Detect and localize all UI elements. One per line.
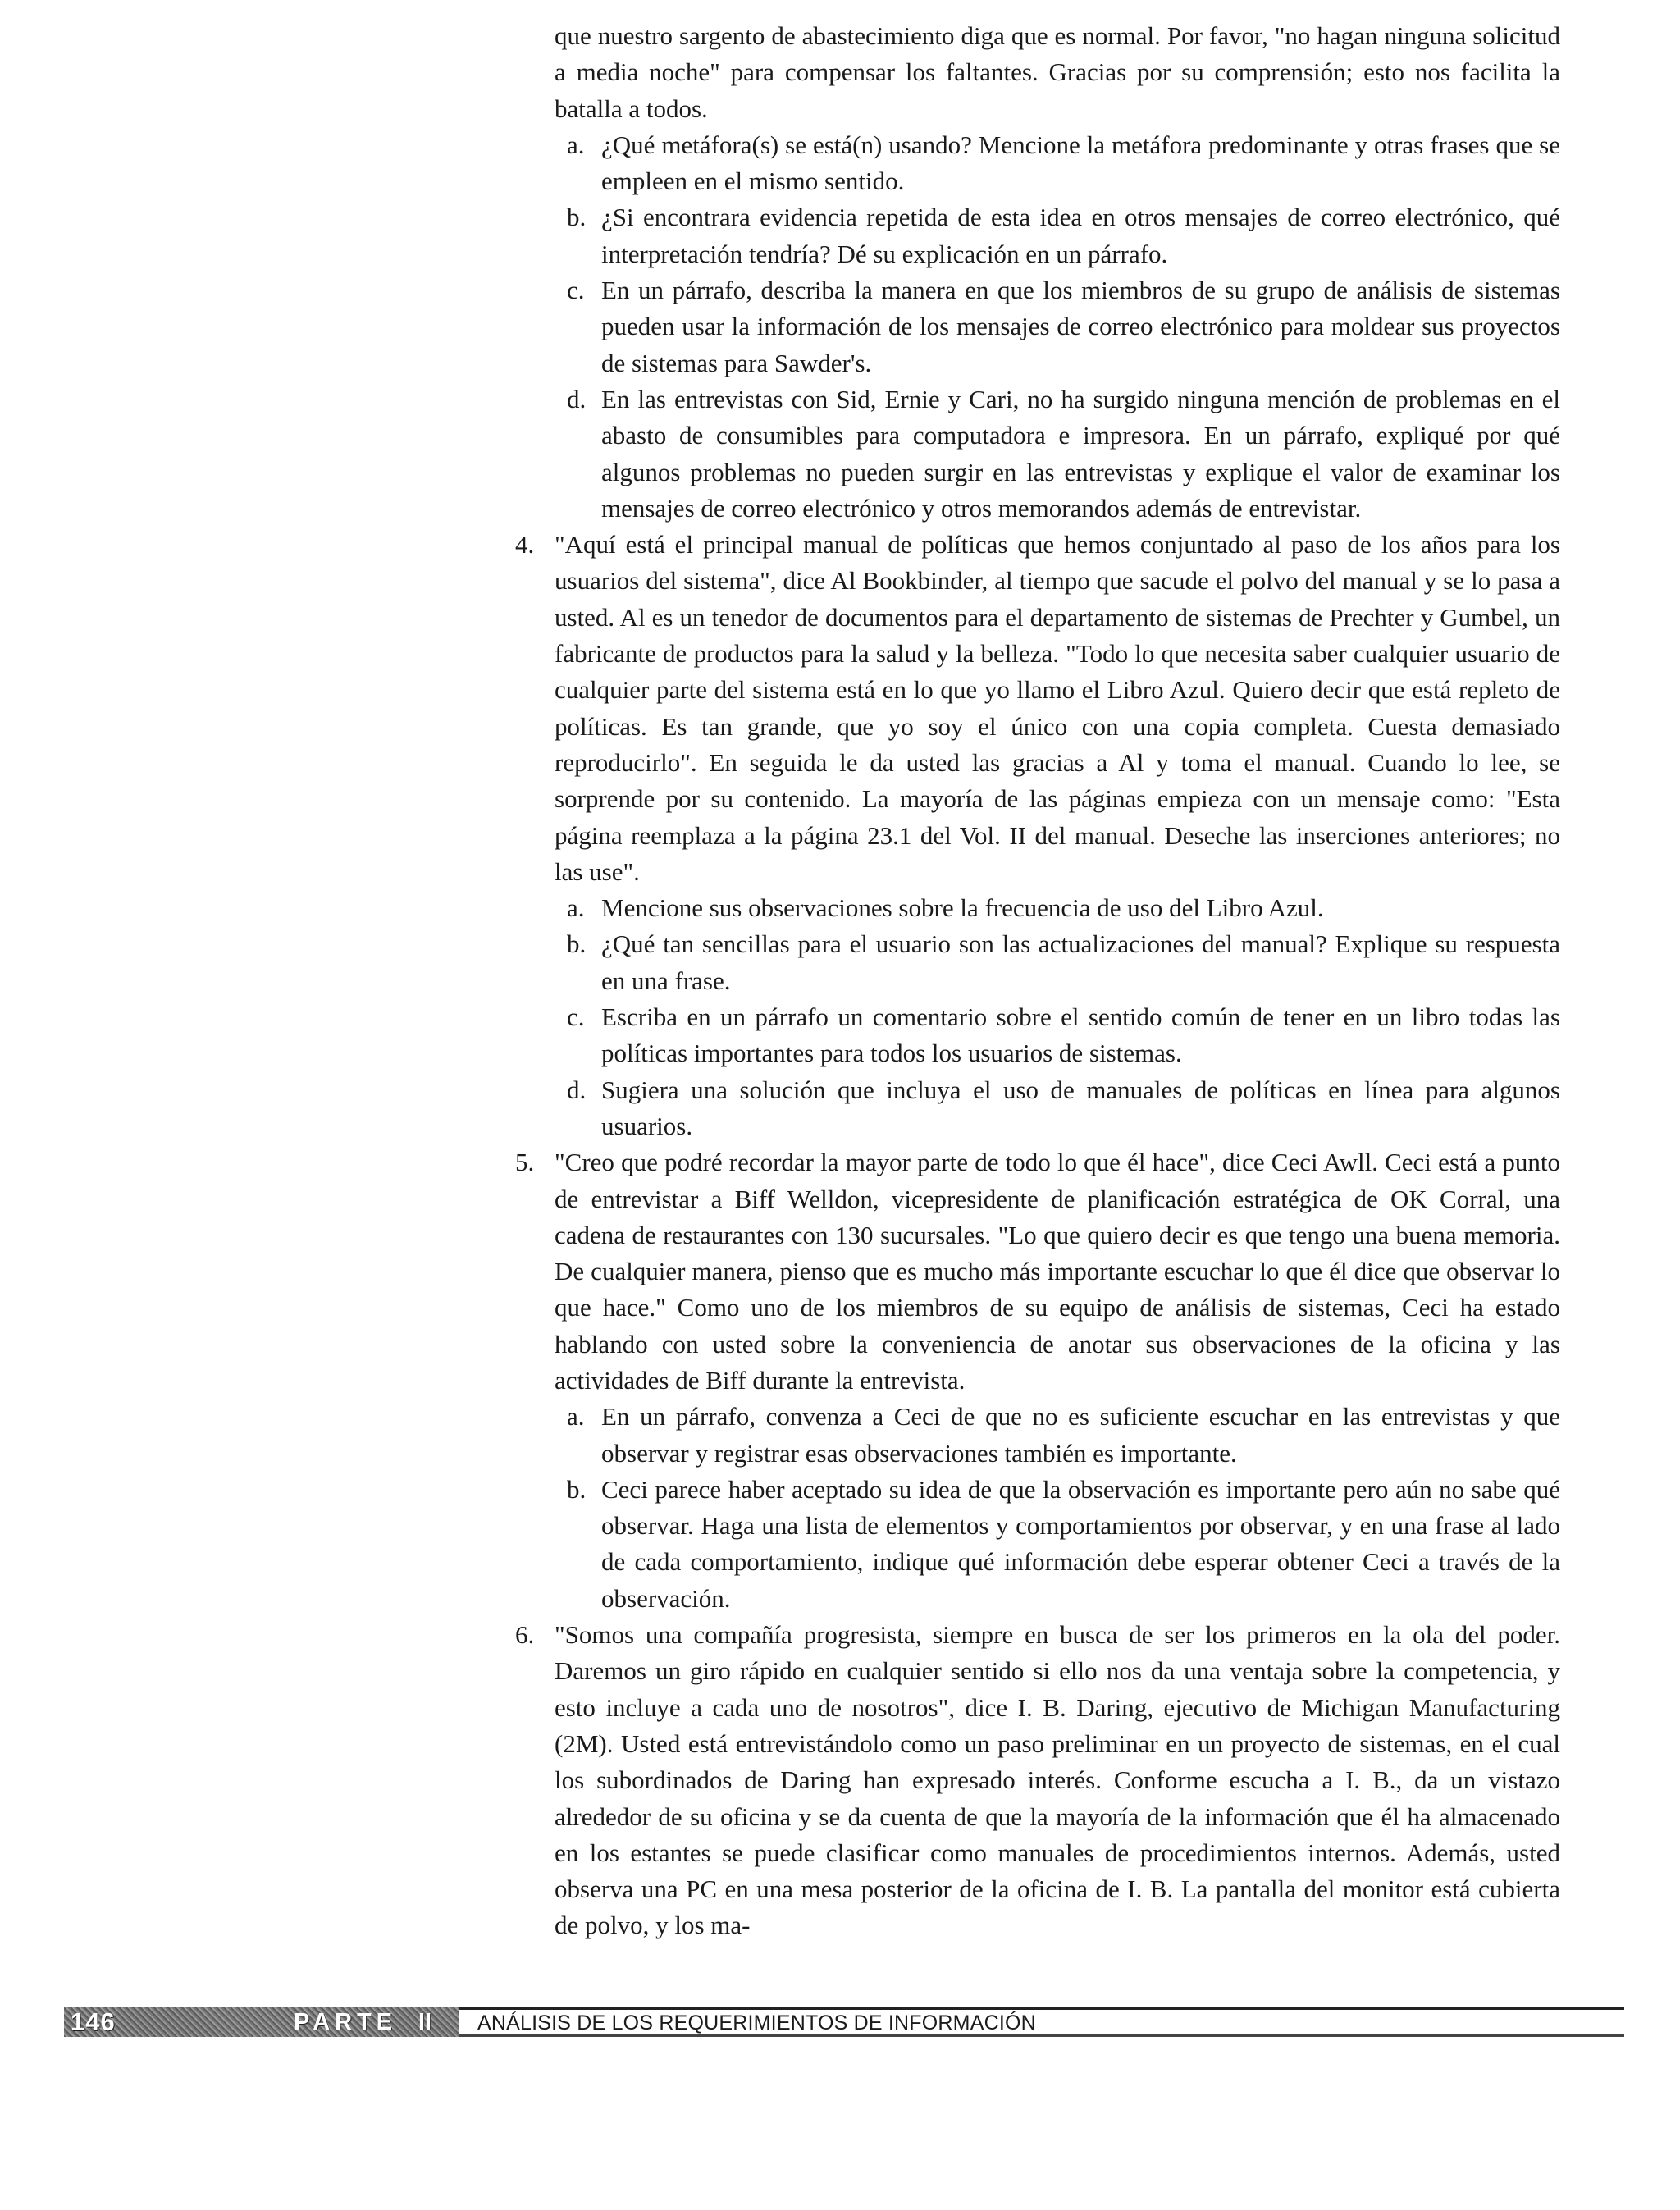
question-5a — [567, 1399, 1560, 1472]
question-3a — [567, 127, 1560, 200]
sub-text: En las entrevistas con Sid, Ernie y Cari, no ha surgido ninguna mención de problemas en el abasto de consumibles para computadora e impresora. En un párrafo, expliqué por qué algunos problemas no pueden surgir en las entrevistas y explique el valor de examinar los mensajes de correo electrónico y otros memorandos además de entrevistar. — [601, 384, 1560, 523]
item-text: "Creo que podré recordar la mayor parte de todo lo que él hace", dice Ceci Awll. Ceci está a punto de entrevistar a Biff Welldon, vicepresidente de planificación estratégica de OK Corral, una cadena de restaurantes con 130 sucursales. "Lo que quiero decir es que tengo una buena memoria. De cualquier manera, pienso que es mucho más importante escuchar lo que él dice que observar lo que hace." Como uno de los miembros de su equipo de análisis de sistemas, Ceci ha estado hablando con usted sobre la conveniencia de anotar sus observaciones de la oficina y las actividades de Biff durante la entrevista. — [555, 1148, 1560, 1395]
footer-folio-bar — [64, 2007, 459, 2037]
sub-text: Sugiera una solución que incluya el uso de manuales de políticas en línea para algunos usuarios. — [601, 1075, 1560, 1140]
page-number: 146 — [71, 2007, 116, 2036]
question-3d — [567, 381, 1560, 527]
sub-letter: a. — [567, 893, 585, 923]
sub-letter: d. — [567, 1075, 587, 1104]
question-5 — [515, 1144, 1560, 1399]
sub-text: ¿Qué metáfora(s) se está(n) usando? Mencione la metáfora predominante y otras frases que se empleen en el mismo sentido. — [601, 130, 1560, 196]
question-5b — [567, 1472, 1560, 1617]
continued-paragraph: que nuestro sargento de abastecimiento diga que es normal. Por favor, "no hagan ninguna solicitud a media noche" para compensar los faltantes. Gracias por su comprensión; esto nos facilita la batalla a todos. — [555, 21, 1560, 123]
question-4 — [515, 527, 1560, 890]
item-number: 5. — [515, 1148, 535, 1177]
sub-letter: b. — [567, 203, 587, 232]
item-number: 4. — [515, 530, 535, 559]
sub-letter: b. — [567, 1474, 587, 1504]
sub-text: Mencione sus observaciones sobre la frecuencia de uso del Libro Azul. — [601, 893, 1324, 923]
page-body — [0, 18, 1680, 1944]
question-4c — [567, 999, 1560, 1072]
item-text: "Somos una compañía progresista, siempre en busca de ser los primeros en la ola del poder. Daremos un giro rápido en cualquier sentido si ello nos da una ventaja sobre la competencia, y esto incluye a cada uno de nosotros", dice I. B. Daring, ejecutivo de Michigan Manufacturing (2M). Usted está entrevistándolo como un paso preliminar en un proyecto de sistemas, en el cual los subordinados de Daring han expresado interés. Conforme escucha a I. B., da un vistazo alrededor de su oficina y se da cuenta de que la mayoría de la información que él ha almacenado en los estantes se puede clasificar como manuales de procedimientos internos. Además, usted observa una PC en una mesa posterior de la oficina de I. B. La pantalla del monitor está cubierta de polvo, y los ma- — [555, 1620, 1560, 1940]
part-number: II — [418, 2009, 432, 2035]
sub-letter: c. — [567, 1002, 585, 1032]
question-4a — [567, 890, 1560, 926]
item-text: "Aquí está el principal manual de políticas que hemos conjuntado al paso de los años para los usuarios del sistema", dice Al Bookbinder, al tiempo que sacude el polvo del manual y se lo pasa a usted. Al es un tenedor de documentos para el departamento de sistemas de Prechter y Gumbel, un fabricante de productos para la salud y la belleza. "Todo lo que necesita saber cualquier usuario de cualquier parte del sistema está en lo que yo llamo el Libro Azul. Quiero decir que está repleto de políticas. Es tan grande, que yo soy el único con una copia completa. Cuesta demasiado reproducirlo". En seguida le da usted las gracias a Al y toma el manual. Cuando lo lee, se sorprende por su contenido. La mayoría de las páginas empieza con un mensaje como: "Esta página reemplaza a la página 23.1 del Vol. II del manual. Deseche las inserciones anteriores; no las use". — [555, 530, 1560, 886]
item-number: 6. — [515, 1620, 535, 1650]
sub-text: Ceci parece haber aceptado su idea de que la observación es importante pero aún no sabe qué observar. Haga una lista de elementos y comportamientos por observar, y en una frase al lado de cada comportamiento, indique qué información debe esperar obtener Ceci a través de la observación. — [601, 1474, 1560, 1613]
sub-letter: a. — [567, 1402, 585, 1431]
sub-text: En un párrafo, describa la manera en que los miembros de su grupo de análisis de sistemas pueden usar la información de los mensajes de correo electrónico para moldear sus proyectos de sistemas para Sawder's. — [601, 276, 1560, 377]
sub-letter: b. — [567, 929, 587, 959]
part-label: PARTE — [294, 2009, 398, 2035]
question-6 — [515, 1617, 1560, 1944]
question-4d — [567, 1072, 1560, 1145]
sub-letter: d. — [567, 384, 587, 413]
sub-letter: c. — [567, 276, 585, 305]
question-3b — [567, 199, 1560, 272]
sub-letter: a. — [567, 130, 585, 159]
sub-text: ¿Qué tan sencillas para el usuario son las actualizaciones del manual? Explique su respuesta en una frase. — [601, 929, 1560, 995]
section-title: ANÁLISIS DE LOS REQUERIMIENTOS DE INFORMACIÓN — [477, 2011, 1036, 2034]
sub-text: En un párrafo, convenza a Ceci de que no es suficiente escuchar en las entrevistas y que observar y registrar esas observaciones también es importante. — [601, 1402, 1560, 1468]
sub-text: Escriba en un párrafo un comentario sobre el sentido común de tener en un libro todas las políticas importantes para todos los usuarios de sistemas. — [601, 1002, 1560, 1068]
page-footer — [64, 2007, 1564, 2037]
sub-text: ¿Si encontrara evidencia repetida de esta idea en otros mensajes de correo electrónico, qué interpretación tendría? Dé su explicación en un párrafo. — [601, 203, 1560, 268]
question-3c — [567, 272, 1560, 381]
question-4b — [567, 926, 1560, 999]
